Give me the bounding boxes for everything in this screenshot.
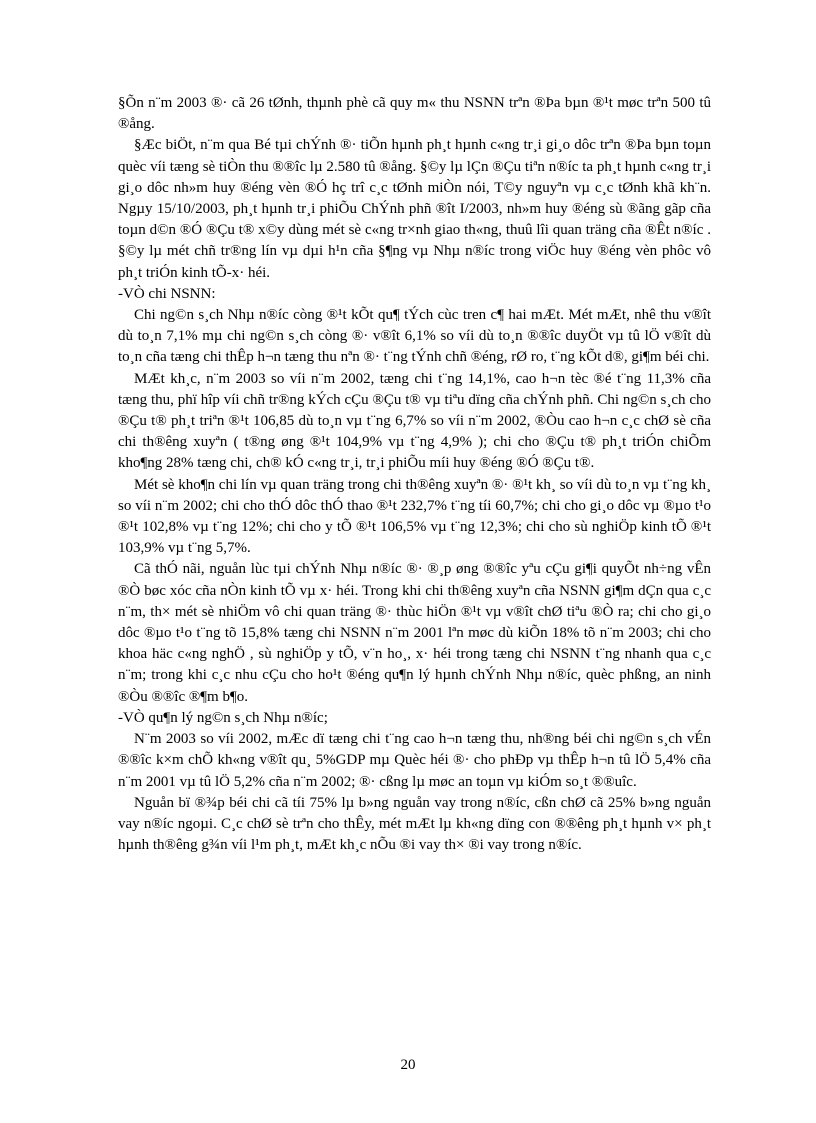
paragraph-1: §Õn n¨m 2003 ®· cã 26 tØnh, thµnh phè cã quy m« thu NSNN trªn ®Þa bµn ®¹t møc trªn 500 tû ®ång. xyxy=(118,95,711,133)
page-number: 20 xyxy=(400,1057,416,1073)
paragraph-9: N¨m 2003 so víi 2002, mÆc dï tæng chi t¨ng cao h¬n tæng thu, nh®ng béi chi ng©n s¸ch vÉn ®®îc k×m chÕ kh«ng v®ît qu¸ 5%GDP mµ Quèc héi ®· cho phÐp vµ thÊp h¬n tû lÖ 5,4% cña n¨m 2001 vµ tû lÖ 5,2% cña n¨m 2002; ®· cßng lµ møc an toµn vµ kiÓm so¸t ®®uîc. xyxy=(118,731,711,790)
document-body xyxy=(118,93,711,856)
paragraph-7: Cã thÓ nãi, nguån lùc tµi chÝnh Nhµ n®íc ®· ®¸p øng ®®îc yªu cÇu gi¶i quyÕt nh÷ng vÊn ®Ò bøc xóc cña nÒn kinh tÕ vµ x· héi. Trong khi chi th®êng xuyªn cña NSNN gi¶m dÇn qua c¸c n¨m, th× mét sè nhiÖm vô chi quan träng ®· thùc hiÖn ®¹t vµ v®ît chØ tiªu ®Ò ra; chi cho gi¸o dôc ®µo t¹o t¨ng tõ 15,8% tæng chi NSNN n¨m 2001 lªn møc dù kiÕn 18% tõ n¨m 2003; chi cho khoa häc c«ng nghÖ , sù nghiÖp y tÕ, v¨n ho¸, x· héi trong tæng chi NSNN t¨ng nhanh qua c¸c n¨m; trong khi c¸c nhu cÇu cho ho¹t ®éng qu¶n lý hµnh chÝnh Nhµ n®íc, quèc phßng, an ninh ®Òu ®®îc ®¶m b¶o. xyxy=(118,561,711,705)
paragraph-5: MÆt kh¸c, n¨m 2003 so víi n¨m 2002, tæng chi t¨ng 14,1%, cao h¬n tèc ®é t¨ng 11,3% cña tæng thu, phï hîp víi chñ tr®ng kÝch cÇu ®Çu t® vµ tiªu dïng cña chÝnh phñ. Chi ng©n s¸ch cho ®Çu t® ph¸t triªn ®¹t 106,85 dù to¸n vµ t¨ng 6,7% so víi n¨m 2002, ®Òu cao h¬n c¸c chØ sè cña chi th®êng xuyªn ( t®ng øng ®¹t 104,9% vµ t¨ng 4,9% ); chi cho ®Çu t® ph¸t triÓn chiÕm kho¶ng 28% tæng chi, ch® kÓ c«ng tr¸i, tr¸i phiÕu míi huy ®éng ®Ó ®Çu t®. xyxy=(118,370,711,472)
paragraph-2: §Æc biÖt, n¨m qua Bé tµi chÝnh ®· tiÕn hµnh ph¸t hµnh c«ng tr¸i gi¸o dôc trªn ®Þa bµn toµn quèc víi tæng sè tiÒn thu ®®îc lµ 2.580 tû ®ång. §©y lµ lÇn ®Çu tiªn n®íc ta ph¸t hµnh c«ng tr¸i gi¸o dôc nh»m huy ®éng vèn ®Ó hç trî c¸c tØnh miÒn nói, T©y nguyªn vµ c¸c tØnh khã kh¨n. Ngµy 15/10/2003, ph¸t hµnh tr¸i phiÕu ChÝnh phñ ®ît I/2003, nh»m huy ®éng sù ®ãng gãp cña toµn d©n ®Ó ®Çu t® x©y dùng mét sè c«ng tr×nh giao th«ng, thuû lîi quan träng cña ®Êt n®íc . §©y lµ mét chñ tr®ng lín vµ dµi h¹n cña §¶ng vµ Nhµ n®íc trong viÖc huy ®éng vèn phôc vô ph¸t triÓn kinh tÕ-x· héi. xyxy=(118,137,711,281)
paragraph-10: Nguån bï ®¾p béi chi cã tíi 75% lµ b»ng nguån vay trong n®íc, cßn chØ cã 25% b»ng nguån vay n®íc ngoµi. C¸c chØ sè trªn cho thÊy, mét mÆt lµ kh«ng dïng con ®®êng ph¸t hµnh v× ph¸t hµnh th®êng g¾n víi l¹m ph¸t, mÆt kh¸c nÕu ®i vay th× ®i vay trong n®íc. xyxy=(118,794,711,854)
paragraph-6: Mét sè kho¶n chi lín vµ quan träng trong chi th®êng xuyªn ®· ®¹t kh¸ so víi dù to¸n vµ t¨ng kh¸ so víi n¨m 2002; chi cho thÓ dôc thÓ thao ®¹t 232,7% t¨ng tíi 60,7%; chi cho gi¸o dôc vµ ®µo t¹o ®¹t 102,8% vµ t¨ng 12%; chi cho y tÕ ®¹t 106,5% vµ t¨ng 12,3%; chi cho sù nghiÖp kinh tÕ ®¹t 103,9% vµ t¨ng 5,7%. xyxy=(118,476,711,557)
section-heading-quan-ly: -VÒ qu¶n lý ng©n s¸ch Nhµ n®íc; xyxy=(118,709,328,726)
section-heading-chi-nsnn: -VÒ chi NSNN: xyxy=(118,285,216,302)
paragraph-4: Chi ng©n s¸ch Nhµ n®íc còng ®¹t kÕt qu¶ tÝch cùc tren c¶ hai mÆt. Mét mÆt, nhê thu v®ît dù to¸n 7,1% mµ chi ng©n s¸ch còng ®· v®ît 6,1% so víi dù to¸n ®®îc duyÖt vµ tû lÖ v®ît dù to¸n cña tæng chi thÊp h¬n tæng thu nªn ®· t¨ng tÝnh chñ ®éng, rØ ro, t¨ng kÕt d®, gi¶m béi chi. xyxy=(118,307,711,366)
